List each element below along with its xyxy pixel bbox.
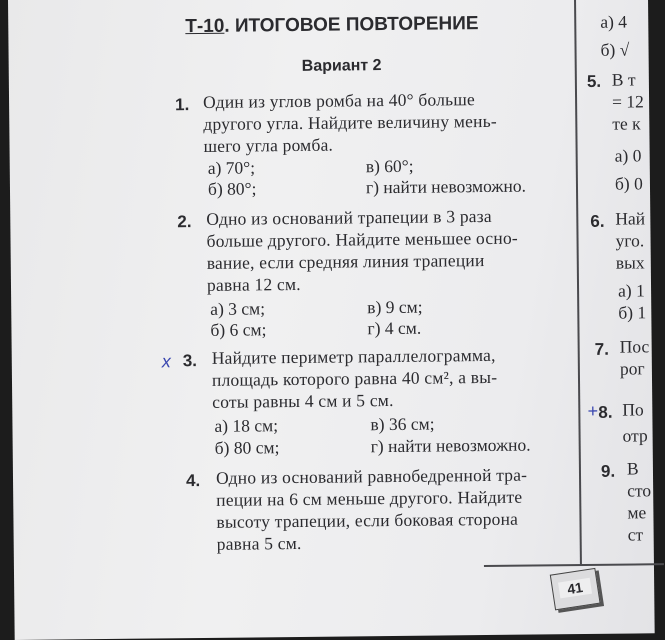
problem-1-option-g: г) найти невозможно. <box>365 175 527 198</box>
right-fragment: ст <box>627 524 644 545</box>
problem-1-option-v: в) 60°; <box>365 155 414 177</box>
problem-4-line-4: равна 5 см. <box>216 532 302 554</box>
right-problem-number: 8. <box>598 402 613 422</box>
right-fragment: б) √ <box>600 39 630 60</box>
problem-2-number: 2. <box>177 212 192 232</box>
right-problem-number: 7. <box>594 339 609 359</box>
textbook-page <box>8 0 655 640</box>
right-fragment: а) 1 <box>617 280 645 301</box>
right-fragment: а) 4 <box>600 11 628 32</box>
right-fragment: В т <box>611 69 636 90</box>
right-fragment: В <box>626 458 639 479</box>
right-fragment: сто <box>627 480 652 501</box>
problem-2-option-b: б) 6 см; <box>210 319 267 340</box>
right-fragment: Най <box>615 208 646 229</box>
right-fragment: ме <box>627 502 647 523</box>
problem-4-number: 4. <box>185 471 201 491</box>
problem-3-option-v: в) 36 см; <box>370 413 435 435</box>
right-fragment: По <box>622 399 644 420</box>
column-divider <box>574 0 582 566</box>
problem-3-line-1: Найдите периметр параллелограмма, <box>211 344 496 368</box>
problem-3-line-3: соты равны 4 см и 5 см. <box>212 389 394 412</box>
page-number: 41 <box>558 578 592 599</box>
problem-3-line-2: площадь которого равна 40 см², а вы- <box>211 366 498 390</box>
right-fragment: Пос <box>619 336 650 357</box>
problem-2-option-g: г) 4 см. <box>367 317 422 339</box>
problem-2-line-4: равна 12 см. <box>206 273 301 295</box>
problem-1-line-2: другого угла. Найдите величину мень- <box>203 110 497 134</box>
problem-3-option-g: г) найти невозможно. <box>370 434 531 457</box>
right-problem-number: 9. <box>600 461 616 481</box>
problem-2-option-v: в) 9 см; <box>367 296 423 318</box>
problem-1-number: 1. <box>175 95 190 115</box>
problem-1-option-b: б) 80°; <box>207 178 257 199</box>
problem-2-line-1: Одно из оснований трапеции в 3 раза <box>206 205 492 229</box>
right-fragment: б) 0 <box>614 173 643 194</box>
right-fragment: рог <box>619 358 645 379</box>
problem-1-option-a: а) 70°; <box>207 157 256 178</box>
page-title: Т-10. ИТОГОВОЕ ПОВТОРЕНИЕ <box>185 13 479 38</box>
right-problem-number: 5. <box>586 71 602 91</box>
problem-2-option-a: а) 3 см; <box>210 298 266 319</box>
right-fragment: вых <box>615 252 645 273</box>
page-number-badge <box>550 568 601 610</box>
problem-3-number: 3. <box>182 351 198 371</box>
problem-1-line-3: шего угла ромба. <box>203 134 334 156</box>
problem-3-option-a: а) 18 см; <box>214 415 279 436</box>
problem-4-line-1: Одно из оснований равнобедренной тра- <box>215 464 528 488</box>
problem-2-line-2: больше другого. Найдите меньшее осно- <box>206 227 518 251</box>
problem-1-line-1: Один из углов ромба на 40° больше <box>202 89 476 112</box>
pen-plus-mark: + <box>587 400 598 421</box>
right-fragment: те к <box>612 113 641 134</box>
problem-4-line-2: пеции на 6 см меньше другого. Найдите <box>216 486 523 510</box>
problem-2-line-3: вание, если средняя линия трапеции <box>206 250 485 273</box>
right-fragment: отр <box>622 425 648 446</box>
problem-4-line-3: высоту трапеции, если боковая сторона <box>216 508 519 532</box>
right-problem-number: 6. <box>590 211 605 231</box>
right-fragment: б) 1 <box>618 302 647 323</box>
right-fragment: уго. <box>615 230 645 251</box>
right-fragment: = 12 <box>611 91 644 112</box>
pen-cross-mark: x <box>161 351 171 372</box>
problem-3-option-b: б) 80 см; <box>214 437 280 458</box>
bottom-rule <box>484 563 664 567</box>
right-fragment: а) 0 <box>614 145 642 166</box>
variant-heading: Вариант 2 <box>301 57 382 75</box>
